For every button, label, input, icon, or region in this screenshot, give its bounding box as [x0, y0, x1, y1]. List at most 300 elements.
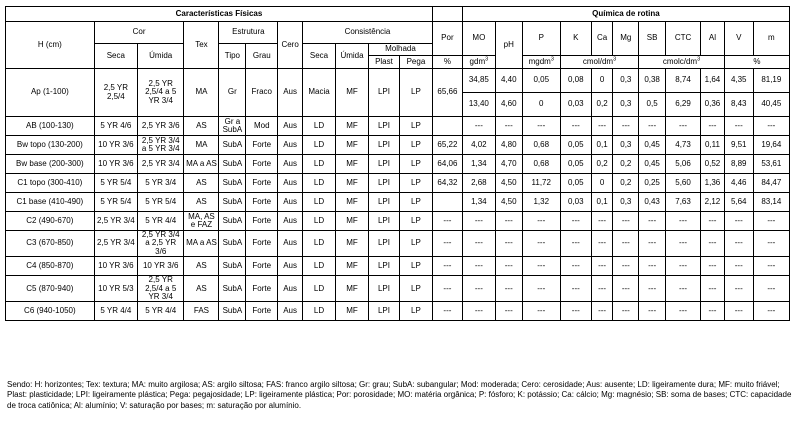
- color-moist-cell: 2,5 YR 2,5/4 a 5 YR 3/4: [138, 69, 184, 117]
- m-header: m: [753, 22, 789, 56]
- consistency-header: Consistência: [303, 22, 433, 44]
- porosity-cell: 64,06: [432, 155, 462, 174]
- color-dry-cell: 10 YR 3/6: [94, 155, 137, 174]
- chem-cell: ---: [666, 117, 701, 136]
- stickiness-cell: LP: [399, 117, 432, 136]
- plasticity-cell: LPI: [369, 174, 400, 193]
- chem-cell: 0,05: [560, 155, 591, 174]
- chem-cell: ---: [462, 231, 495, 257]
- chem-cell: 0,52: [701, 155, 725, 174]
- chem-cell: ---: [724, 257, 753, 276]
- chem-cell: 1,34: [462, 155, 495, 174]
- color-moist-cell: 5 YR 5/4: [138, 193, 184, 212]
- consistency-moist-cell: MF: [336, 155, 369, 174]
- chem-cell: 81,19: [753, 69, 789, 93]
- structure-type-cell: SubA: [219, 302, 246, 321]
- chem-cell: ---: [701, 212, 725, 231]
- color-moist-cell: 2,5 YR 2,5/4 a 5 YR 3/4: [138, 276, 184, 302]
- chem-cell: ---: [724, 231, 753, 257]
- chem-cell: ---: [462, 302, 495, 321]
- plasticity-cell: LPI: [369, 231, 400, 257]
- chem-cell: 9,51: [724, 136, 753, 155]
- cerosity-cell: Aus: [278, 257, 303, 276]
- color-dry-cell: 2,5 YR 2,5/4: [94, 69, 137, 117]
- structure-grade-cell: Forte: [246, 276, 278, 302]
- table-row: [6, 257, 790, 276]
- chem-cell: 4,35: [724, 69, 753, 93]
- chem-cell: 5,60: [666, 174, 701, 193]
- cerosity-cell: Aus: [278, 174, 303, 193]
- structure-type-cell: SubA: [219, 155, 246, 174]
- plasticity-cell: LPI: [369, 276, 400, 302]
- chem-cell: ---: [639, 257, 666, 276]
- chem-cell: ---: [613, 117, 639, 136]
- horizon-cell: Bw base (200-300): [6, 155, 95, 174]
- routine-chemistry-header: Química de rotina: [462, 7, 789, 22]
- plasticity-cell: LPI: [369, 257, 400, 276]
- porosity-cell: ---: [432, 302, 462, 321]
- table-row: [6, 212, 790, 231]
- chem-cell: ---: [560, 257, 591, 276]
- texture-cell: MA: [184, 136, 219, 155]
- horizon-cell: AB (100-130): [6, 117, 95, 136]
- stickiness-cell: LP: [399, 302, 432, 321]
- blank-header-cell: [432, 7, 462, 22]
- table-row: [6, 302, 790, 321]
- chem-cell: ---: [495, 276, 522, 302]
- soil-properties-table: [5, 6, 790, 321]
- structure-grade-cell: Forte: [246, 257, 278, 276]
- consistency-moist-cell: MF: [336, 276, 369, 302]
- chem-cell: 0,05: [522, 69, 560, 93]
- chem-cell: ---: [591, 257, 613, 276]
- structure-type-cell: Gr: [219, 69, 246, 117]
- plasticity-cell: LPI: [369, 212, 400, 231]
- chem-cell: 6,29: [666, 93, 701, 117]
- chem-cell: ---: [560, 231, 591, 257]
- chem-cell: ---: [639, 231, 666, 257]
- color-dry-cell: 10 YR 3/6: [94, 136, 137, 155]
- stickiness-cell: LP: [399, 231, 432, 257]
- texture-cell: MA, AS e FAZ: [184, 212, 219, 231]
- cerosity-cell: Aus: [278, 69, 303, 117]
- plasticity-cell: LPI: [369, 302, 400, 321]
- porosity-cell: 64,32: [432, 174, 462, 193]
- color-dry-header: Seca: [94, 44, 137, 69]
- consistency-wet-header: Molhada: [369, 44, 433, 56]
- consistency-dry-cell: LD: [303, 174, 336, 193]
- cerosity-cell: Aus: [278, 231, 303, 257]
- chem-cell: ---: [495, 117, 522, 136]
- chem-cell: ---: [666, 212, 701, 231]
- porosity-header: Por: [432, 22, 462, 56]
- texture-cell: AS: [184, 174, 219, 193]
- chem-cell: ---: [753, 302, 789, 321]
- chem-cell: 8,89: [724, 155, 753, 174]
- cerosity-cell: Aus: [278, 212, 303, 231]
- horizon-cell: C4 (850-870): [6, 257, 95, 276]
- consistency-dry-cell: LD: [303, 193, 336, 212]
- chem-cell: ---: [724, 117, 753, 136]
- color-dry-cell: 5 YR 4/6: [94, 117, 137, 136]
- al-header: Al: [701, 22, 725, 56]
- color-dry-cell: 5 YR 4/4: [94, 302, 137, 321]
- structure-type-cell: SubA: [219, 276, 246, 302]
- porosity-cell: ---: [432, 212, 462, 231]
- chem-cell: 0,11: [701, 136, 725, 155]
- plasticity-header: Plast: [369, 56, 400, 69]
- structure-type-cell: SubA: [219, 174, 246, 193]
- porosity-cell: ---: [432, 276, 462, 302]
- chem-cell: 0,68: [522, 155, 560, 174]
- chem-cell: 4,80: [495, 136, 522, 155]
- cerosity-cell: Aus: [278, 193, 303, 212]
- consistency-dry-cell: LD: [303, 212, 336, 231]
- texture-cell: MA: [184, 69, 219, 117]
- chem-cell: ---: [753, 212, 789, 231]
- porosity-unit: %: [432, 56, 462, 69]
- chem-cell: 0,25: [639, 174, 666, 193]
- chem-cell: ---: [613, 257, 639, 276]
- color-moist-cell: 2,5 YR 3/4 a 2,5 YR 3/6: [138, 231, 184, 257]
- cmolc-unit: cmolc/$dm^3$: [639, 56, 725, 69]
- mo-header: MO: [462, 22, 495, 56]
- consistency-dry-cell: LD: [303, 302, 336, 321]
- color-dry-cell: 2,5 YR 3/4: [94, 212, 137, 231]
- color-moist-cell: 10 YR 3/6: [138, 257, 184, 276]
- stickiness-header: Pega: [399, 56, 432, 69]
- sb-header: SB: [639, 22, 666, 56]
- chem-cell: ---: [462, 257, 495, 276]
- chem-cell: 4,60: [495, 93, 522, 117]
- plasticity-cell: LPI: [369, 155, 400, 174]
- texture-header: Tex: [184, 22, 219, 69]
- table-row: [6, 231, 790, 257]
- structure-type-cell: SubA: [219, 257, 246, 276]
- stickiness-cell: LP: [399, 69, 432, 117]
- ph-header: pH: [495, 22, 522, 69]
- color-moist-cell: 2,5 YR 3/4 a 5 YR 3/4: [138, 136, 184, 155]
- chem-cell: 1,32: [522, 193, 560, 212]
- consistency-moist-cell: MF: [336, 69, 369, 117]
- structure-header: Estrutura: [219, 22, 278, 44]
- stickiness-cell: LP: [399, 155, 432, 174]
- porosity-cell: 65,22: [432, 136, 462, 155]
- chem-cell: 0,38: [639, 69, 666, 93]
- chem-cell: ---: [591, 117, 613, 136]
- structure-grade-cell: Forte: [246, 302, 278, 321]
- chem-cell: 0,3: [613, 69, 639, 93]
- chem-cell: 4,50: [495, 174, 522, 193]
- chem-cell: ---: [522, 302, 560, 321]
- consistency-moist-cell: MF: [336, 117, 369, 136]
- table-row-ap-top: [6, 69, 790, 93]
- table-row: [6, 136, 790, 155]
- porosity-cell: [432, 117, 462, 136]
- stickiness-cell: LP: [399, 257, 432, 276]
- horizon-cell: Ap (1-100): [6, 69, 95, 117]
- chem-cell: 53,61: [753, 155, 789, 174]
- color-moist-cell: 5 YR 4/4: [138, 302, 184, 321]
- porosity-cell: ---: [432, 257, 462, 276]
- consistency-dry-cell: LD: [303, 231, 336, 257]
- plasticity-cell: LPI: [369, 117, 400, 136]
- color-dry-cell: 2,5 YR 3/4: [94, 231, 137, 257]
- consistency-dry-cell: LD: [303, 136, 336, 155]
- color-dry-cell: 10 YR 5/3: [94, 276, 137, 302]
- color-moist-header: Úmida: [138, 44, 184, 69]
- p-unit: mgdm$^3$: [522, 56, 560, 69]
- consistency-dry-cell: LD: [303, 117, 336, 136]
- table-row: [6, 174, 790, 193]
- chem-cell: 84,47: [753, 174, 789, 193]
- chem-cell: 0,3: [613, 136, 639, 155]
- texture-cell: AS: [184, 193, 219, 212]
- chem-cell: 0,2: [591, 93, 613, 117]
- structure-type-header: Tipo: [219, 44, 246, 69]
- chem-cell: 0,45: [639, 155, 666, 174]
- chem-cell: ---: [591, 231, 613, 257]
- color-moist-cell: 5 YR 3/4: [138, 174, 184, 193]
- texture-cell: MA a AS: [184, 231, 219, 257]
- chem-cell: 0: [591, 69, 613, 93]
- horizon-header: H (cm): [6, 22, 95, 69]
- structure-type-cell: SubA: [219, 212, 246, 231]
- chem-cell: ---: [613, 231, 639, 257]
- chem-cell: ---: [613, 212, 639, 231]
- texture-cell: AS: [184, 117, 219, 136]
- chem-cell: ---: [753, 257, 789, 276]
- chem-cell: 4,40: [495, 69, 522, 93]
- chem-cell: ---: [495, 212, 522, 231]
- chem-cell: 4,73: [666, 136, 701, 155]
- chem-cell: 0: [522, 93, 560, 117]
- chem-cell: 83,14: [753, 193, 789, 212]
- chem-cell: 4,02: [462, 136, 495, 155]
- chem-cell: ---: [495, 257, 522, 276]
- chem-cell: ---: [753, 231, 789, 257]
- structure-grade-cell: Forte: [246, 231, 278, 257]
- table-row: [6, 276, 790, 302]
- chem-cell: 5,64: [724, 193, 753, 212]
- chem-cell: ---: [560, 117, 591, 136]
- stickiness-cell: LP: [399, 193, 432, 212]
- stickiness-cell: LP: [399, 212, 432, 231]
- chem-cell: ---: [522, 117, 560, 136]
- cerosity-cell: Aus: [278, 117, 303, 136]
- horizon-cell: Bw topo (130-200): [6, 136, 95, 155]
- structure-type-cell: SubA: [219, 136, 246, 155]
- chem-cell: ---: [639, 117, 666, 136]
- chem-cell: ---: [724, 302, 753, 321]
- consistency-dry-cell: Macia: [303, 69, 336, 117]
- chem-cell: 0,45: [639, 136, 666, 155]
- consistency-moist-cell: MF: [336, 174, 369, 193]
- chem-cell: 4,50: [495, 193, 522, 212]
- chem-cell: ---: [560, 302, 591, 321]
- horizon-cell: C3 (670-850): [6, 231, 95, 257]
- consistency-moist-header: Úmida: [336, 44, 369, 69]
- chem-cell: ---: [613, 302, 639, 321]
- consistency-dry-cell: LD: [303, 155, 336, 174]
- stickiness-cell: LP: [399, 174, 432, 193]
- k-header: K: [560, 22, 591, 56]
- chem-cell: 1,34: [462, 193, 495, 212]
- chem-cell: 7,63: [666, 193, 701, 212]
- chem-cell: 2,12: [701, 193, 725, 212]
- structure-grade-header: Grau: [246, 44, 278, 69]
- structure-type-cell: SubA: [219, 231, 246, 257]
- structure-type-cell: Gr a SubA: [219, 117, 246, 136]
- color-moist-cell: 2,5 YR 3/4: [138, 155, 184, 174]
- color-dry-cell: 5 YR 5/4: [94, 193, 137, 212]
- chem-cell: ---: [701, 117, 725, 136]
- color-dry-cell: 5 YR 5/4: [94, 174, 137, 193]
- chem-cell: ---: [522, 231, 560, 257]
- chem-cell: ---: [701, 302, 725, 321]
- chem-cell: ---: [495, 231, 522, 257]
- chem-cell: ---: [522, 257, 560, 276]
- chem-cell: 40,45: [753, 93, 789, 117]
- structure-grade-cell: Fraco: [246, 69, 278, 117]
- chem-cell: 0,03: [560, 93, 591, 117]
- chem-cell: 0,2: [591, 155, 613, 174]
- cerosity-header: Cero: [278, 22, 303, 69]
- color-moist-cell: 2,5 YR 3/6: [138, 117, 184, 136]
- chem-cell: ---: [639, 212, 666, 231]
- plasticity-cell: LPI: [369, 69, 400, 117]
- porosity-cell: 65,66: [432, 69, 462, 117]
- chem-cell: 4,70: [495, 155, 522, 174]
- table-row: [6, 155, 790, 174]
- chem-cell: 0,2: [613, 155, 639, 174]
- stickiness-cell: LP: [399, 276, 432, 302]
- chem-cell: ---: [522, 276, 560, 302]
- horizon-cell: C1 topo (300-410): [6, 174, 95, 193]
- chem-cell: 0,2: [613, 174, 639, 193]
- chem-cell: 19,64: [753, 136, 789, 155]
- chem-cell: 1,64: [701, 69, 725, 93]
- structure-grade-cell: Mod: [246, 117, 278, 136]
- table-row: [6, 193, 790, 212]
- chem-cell: ---: [591, 212, 613, 231]
- ca-header: Ca: [591, 22, 613, 56]
- chem-cell: 0,5: [639, 93, 666, 117]
- chem-cell: 0,36: [701, 93, 725, 117]
- porosity-cell: ---: [432, 231, 462, 257]
- cerosity-cell: Aus: [278, 276, 303, 302]
- chem-cell: ---: [591, 302, 613, 321]
- mg-header: Mg: [613, 22, 639, 56]
- chem-cell: 2,68: [462, 174, 495, 193]
- porosity-cell: [432, 193, 462, 212]
- chem-cell: 0,1: [591, 136, 613, 155]
- structure-grade-cell: Forte: [246, 136, 278, 155]
- chem-cell: ---: [462, 117, 495, 136]
- table-row: [6, 117, 790, 136]
- consistency-moist-cell: MF: [336, 212, 369, 231]
- vm-unit: %: [724, 56, 789, 69]
- texture-cell: MA a AS: [184, 155, 219, 174]
- consistency-moist-cell: MF: [336, 231, 369, 257]
- chem-cell: 0,3: [613, 193, 639, 212]
- chem-cell: ---: [639, 302, 666, 321]
- v-header: V: [724, 22, 753, 56]
- consistency-dry-cell: LD: [303, 276, 336, 302]
- physical-characteristics-header: Características Físicas: [6, 7, 433, 22]
- cerosity-cell: Aus: [278, 136, 303, 155]
- ctc-header: CTC: [666, 22, 701, 56]
- chem-cell: ---: [701, 276, 725, 302]
- consistency-moist-cell: MF: [336, 136, 369, 155]
- chem-cell: ---: [639, 276, 666, 302]
- chem-cell: ---: [666, 302, 701, 321]
- mo-unit: gdm$^3$: [462, 56, 495, 69]
- consistency-moist-cell: MF: [336, 302, 369, 321]
- color-header: Cor: [94, 22, 184, 44]
- horizon-cell: C1 base (410-490): [6, 193, 95, 212]
- chem-cell: 8,74: [666, 69, 701, 93]
- chem-cell: ---: [701, 257, 725, 276]
- chem-cell: ---: [724, 276, 753, 302]
- color-moist-cell: 5 YR 4/4: [138, 212, 184, 231]
- structure-grade-cell: Forte: [246, 155, 278, 174]
- table-legend: Sendo: H: horizontes; Tex: textura; MA: muito argilosa; AS: argilo siltosa; FAS: franco argilo siltosa; Gr: grau; SubA: subangular; Mod: moderada; Cero: cerosidade; Aus: ausente; LD: ligeiramente dura; MF: muito friável; Plast: plasticidade; LPI: ligeiramente plástica; Pega: pegajosidade; LP: ligeiramente plástica; Por: porosidade; MO: matéria orgânica; P: fósforo; K: potássio; Ca: cálcio; Mg: magnésio; SB: soma de bases; CTC: capacidade de troca catiônica; Al: alumínio; V: saturação por bases; m: saturação por alumínio.: [7, 380, 792, 410]
- consistency-dry-cell: LD: [303, 257, 336, 276]
- chem-cell: 0,3: [613, 93, 639, 117]
- chem-cell: ---: [495, 302, 522, 321]
- chem-cell: ---: [522, 212, 560, 231]
- cerosity-cell: Aus: [278, 302, 303, 321]
- chem-cell: ---: [701, 231, 725, 257]
- chem-cell: 0: [591, 174, 613, 193]
- structure-grade-cell: Forte: [246, 212, 278, 231]
- structure-grade-cell: Forte: [246, 174, 278, 193]
- chem-cell: 0,68: [522, 136, 560, 155]
- chem-cell: ---: [560, 276, 591, 302]
- stickiness-cell: LP: [399, 136, 432, 155]
- consistency-moist-cell: MF: [336, 193, 369, 212]
- chem-cell: 0,43: [639, 193, 666, 212]
- horizon-cell: C2 (490-670): [6, 212, 95, 231]
- chem-cell: ---: [724, 212, 753, 231]
- horizon-cell: C5 (870-940): [6, 276, 95, 302]
- chem-cell: 0,05: [560, 136, 591, 155]
- chem-cell: ---: [462, 276, 495, 302]
- chem-cell: ---: [462, 212, 495, 231]
- chem-cell: 0,08: [560, 69, 591, 93]
- chem-cell: 0,1: [591, 193, 613, 212]
- plasticity-cell: LPI: [369, 136, 400, 155]
- consistency-moist-cell: MF: [336, 257, 369, 276]
- chem-cell: ---: [753, 276, 789, 302]
- texture-cell: AS: [184, 257, 219, 276]
- color-dry-cell: 10 YR 3/6: [94, 257, 137, 276]
- consistency-dry-header: Seca: [303, 44, 336, 69]
- chem-cell: ---: [753, 117, 789, 136]
- chem-cell: ---: [613, 276, 639, 302]
- chem-cell: ---: [591, 276, 613, 302]
- chem-cell: 34,85: [462, 69, 495, 93]
- chem-cell: 8,43: [724, 93, 753, 117]
- chem-cell: 1,36: [701, 174, 725, 193]
- chem-cell: 11,72: [522, 174, 560, 193]
- chem-cell: ---: [666, 231, 701, 257]
- chem-cell: ---: [666, 257, 701, 276]
- chem-cell: 0,03: [560, 193, 591, 212]
- chem-cell: 13,40: [462, 93, 495, 117]
- texture-cell: AS: [184, 276, 219, 302]
